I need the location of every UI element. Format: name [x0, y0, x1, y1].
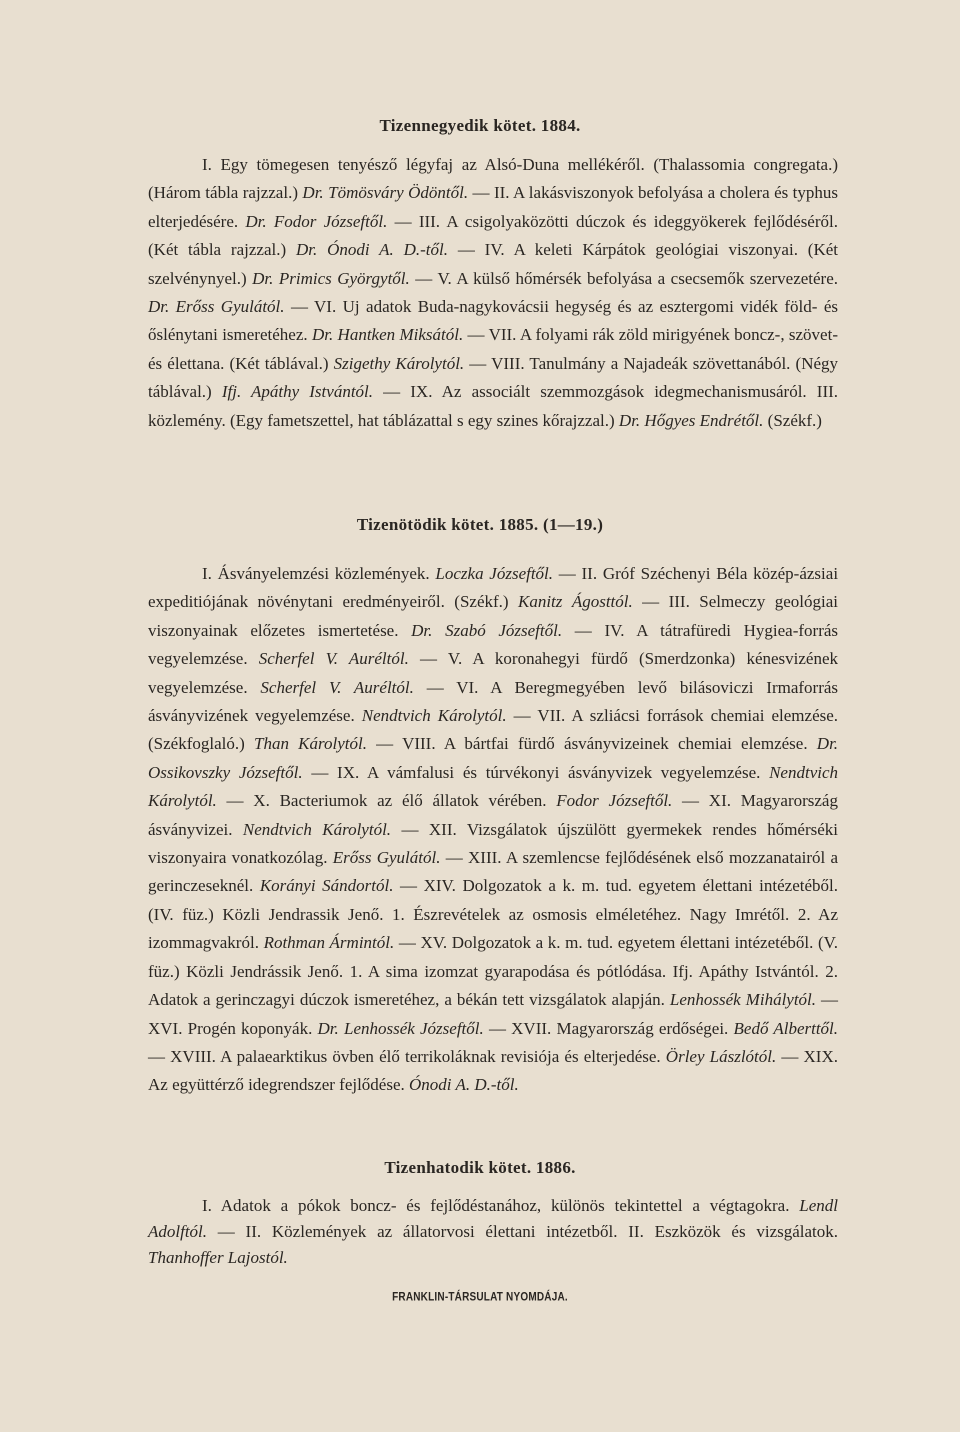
- entry-author: Dr. Erőss Gyulától.: [148, 297, 285, 317]
- entry-number: — XV.: [398, 933, 448, 953]
- entry-number: I.: [202, 1196, 212, 1215]
- printer-imprint: FRANKLIN-TÁRSULAT NYOMDÁJA.: [392, 1291, 568, 1304]
- entry-number: — II.: [217, 1222, 262, 1241]
- entry-title: Közlemények az állatorvosi élettani intézetből. II. Eszközök és vizsgálatok.: [271, 1222, 839, 1241]
- entry-title: Bacteriumok az élő állatok vérében.: [279, 791, 547, 811]
- entry-number: — III.: [642, 592, 690, 612]
- entry-number: — VIII.: [469, 353, 525, 373]
- entry-author: Dr. Hantken Miksától.: [311, 325, 464, 345]
- entry-title: A tátrafüredi Hygiea-forrás vegyelemzése.: [148, 620, 839, 669]
- entry-title: A koronahegyi fürdő (Smerdzonka) kénesvizének vegyelemzése.: [148, 649, 839, 697]
- entry-title: A Beregmegyében levő bilásoviczi Irmaforrás ásványvizének vegyelemzése.: [148, 677, 839, 726]
- entry-number: — IV.: [574, 620, 625, 640]
- entry-title: Ásványelemzési közlemények.: [217, 564, 430, 583]
- entry-title: A szliácsi források chemiai elemzése. (Székfoglaló.): [148, 706, 839, 754]
- entry-author: Szigethy Károlytól.: [333, 353, 465, 373]
- entry-author: Dr. Fodor Józseftől.: [245, 211, 388, 231]
- entry-number: — XIII.: [445, 848, 502, 868]
- entry-author: Kanitz Ágosttól.: [518, 592, 633, 612]
- entry-title: A folyami rák zöld mirigyének boncz-, szövet- és élettana. (Két táblával.): [148, 325, 838, 373]
- entry-title: Dolgozatok a k. m. tud. egyetem élettani intézetéből. (IV. füz.) Közli Jendrassik Jenő. 1. Észrevételek az osmosis elméletéhez. Nagy Imrétől. 2. Az izommagvakról.: [148, 876, 838, 953]
- entry-number: — II.: [558, 564, 598, 583]
- entry-author: Dr. Tömösváry Ödöntől.: [302, 183, 469, 203]
- entry-author: Ifj. Apáthy Istvántól.: [221, 382, 374, 402]
- entry-author: Ónodi A. D.-től.: [409, 1075, 519, 1095]
- entry-title: Uj adatok Buda-nagykovácsii hegység és az esztergomi vidék föld- és őslénytani ismeretéhez.: [148, 297, 838, 345]
- section-title-1885: Tizenötödik kötet. 1885. (1—19.): [356, 515, 604, 534]
- entry: [484, 1019, 838, 1038]
- entry-author: Korányi Sándortól.: [259, 876, 394, 896]
- entry-author: Thanhoffer Lajostól.: [148, 1248, 288, 1267]
- section-body-1886: [148, 1193, 838, 1271]
- entry-title: A lakásviszonyok befolyása a cholera és typhus elterjedésére.: [148, 183, 838, 231]
- entry-title: Magyarország erdőségei.: [556, 1018, 729, 1038]
- entry-number: — IV.: [457, 240, 505, 260]
- entry-number: — XII.: [401, 819, 457, 839]
- entry-title: Az associált szemmozgások idegmechanismusáról. III. közlemény. (Egy fametszettel, hat táblázattal s egy szines kőrajzzal.): [148, 382, 839, 430]
- entry-author: Nendtvich Károlytól.: [361, 706, 507, 726]
- entry-number: — XVIII.: [148, 1046, 216, 1066]
- entry-author: Nendtvich Károlytól.: [148, 762, 839, 811]
- entry-number: — IX.: [311, 762, 360, 782]
- entry-number: — V.: [420, 649, 463, 669]
- entry: [148, 1222, 838, 1267]
- entry-number: — II.: [472, 183, 510, 203]
- entry-title: Progén koponyák.: [187, 1018, 313, 1038]
- entry: [217, 791, 673, 810]
- entry-title: A palaearktikus övben élő terrikoláknak revisiója és elterjedése.: [220, 1046, 661, 1066]
- section-body-1885: [148, 560, 838, 1100]
- entry-author: Lenhossék Mihálytól.: [669, 990, 817, 1010]
- entry-number: — XIX.: [781, 1046, 838, 1066]
- entry-number: — VII.: [513, 706, 566, 726]
- entry-title: Gróf Széchenyi Béla közép-ázsiai expeditiójának növénytani eredményeiről. (Székf.): [148, 564, 839, 612]
- section-title-1884: Tizennegyedik kötet. 1884.: [379, 116, 581, 135]
- entry-title: Tanulmány a Najadeák szövettanából. (Négy táblával.): [148, 353, 839, 402]
- entry-number: — III.: [394, 211, 441, 231]
- entry-author: Dr. Ossikovszky Józseftől.: [148, 734, 839, 782]
- entry-number: — VII.: [467, 325, 517, 345]
- entry-number: — VI.: [426, 677, 479, 697]
- entry-title: A keleti Kárpátok geológiai viszonyai. (Két szelvénynyel.): [148, 240, 838, 288]
- entry-author: Dr. Ónodi A. D.-től.: [295, 240, 448, 260]
- entry-title: A vámfalusi és túrvékonyi ásványvizek vegyelemzése.: [367, 762, 761, 782]
- entry-number: — XI.: [682, 791, 731, 811]
- entry-author: Fodor Józseftől.: [556, 791, 673, 811]
- entry-author: Örley Lászlótól.: [665, 1046, 777, 1066]
- entry-title: Dolgozatok a k. m. tud. egyetem élettani intézetéből. (V. füz.) Közli Jendrássik Jenő. 1. A sima izomzat gyarapodása és pótlódása. Ifj. Apáthy Istvántól. 2. Adatok a gerinczagyi dúczok ismeretéhez, a békán tett vizsgálatok alapján.: [148, 933, 838, 1010]
- entry-number: — X.: [226, 791, 270, 811]
- entry-author: Dr. Lenhossék Józseftől.: [317, 1018, 484, 1038]
- entry-number: — XIV.: [400, 876, 456, 896]
- entry-author: Dr. Primics Györgytől.: [252, 268, 410, 288]
- section-title-1886: Tizenhatodik kötet. 1886.: [384, 1158, 576, 1177]
- entry-title: Vizsgálatok újszülött gyermekek rendes hőmérséki viszonyaira vonatkozólag.: [148, 819, 839, 868]
- entry-author: Lendl Adolftól.: [148, 1196, 839, 1241]
- entry-title: Egy tömegesen tenyésző légyfaj az Alsó-Duna mellékéről. (Thalassomia congregata.) (Három tábla rajzzal.): [148, 155, 838, 203]
- entry-number: — VI.: [290, 297, 337, 317]
- entry-number: — IX.: [383, 382, 433, 402]
- entry-author: Rothman Ármintól.: [263, 933, 395, 953]
- entry-title: Adatok a pókok boncz- és fejlődéstanához, különös tekintettel a végtagokra.: [220, 1196, 790, 1215]
- entry-number: — V.: [415, 268, 452, 288]
- entry-author: Erőss Gyulától.: [332, 848, 441, 868]
- entry-title: A csigolyaközötti dúczok és ideggyökerek fejlődéséről. (Két tábla rajzzal.): [148, 211, 838, 260]
- entry-author: Nendtvich Károlytól.: [242, 819, 392, 839]
- entry-author: Dr. Hőgyes Endrétől.: [618, 410, 764, 430]
- entry-number: — VIII.: [376, 734, 436, 754]
- entry-author: Than Károlytól.: [254, 734, 367, 754]
- entry-title: Az együttérző idegrendszer fejlődése.: [148, 1075, 405, 1095]
- entry-author: Scherfel V. Auréltól.: [260, 677, 414, 697]
- entry-author: Bedő Alberttől.: [733, 1018, 839, 1038]
- entry-title: A szemlencse fejlődésének első mozzanatairól a gerinczeseknél.: [148, 848, 839, 896]
- entry-number: — XVII.: [488, 1018, 552, 1038]
- entry-note: (Székf.): [767, 410, 822, 430]
- entry-author: Scherfel V. Auréltól.: [258, 649, 409, 669]
- entry-title: Selmeczy geológiai viszonyainak előzetes ismertetése.: [148, 592, 839, 640]
- entry: [202, 564, 553, 583]
- entry: [148, 1047, 776, 1066]
- entry-author: Dr. Szabó Józseftől.: [411, 620, 563, 640]
- entry-title: A bártfai fürdő ásványvizeinek chemiai elemzése.: [443, 734, 808, 754]
- entry-author: Loczka Józseftől.: [435, 564, 554, 583]
- entry-number: — XVI.: [148, 990, 839, 1038]
- entry-title: A külső hőmérsék befolyása a csecsemők szervezetére.: [456, 268, 839, 288]
- entry-number: I.: [202, 564, 212, 583]
- entry-number: I.: [202, 155, 212, 174]
- entry-title: Magyarország ásványvizei.: [148, 791, 838, 839]
- section-body-1884: [148, 151, 838, 435]
